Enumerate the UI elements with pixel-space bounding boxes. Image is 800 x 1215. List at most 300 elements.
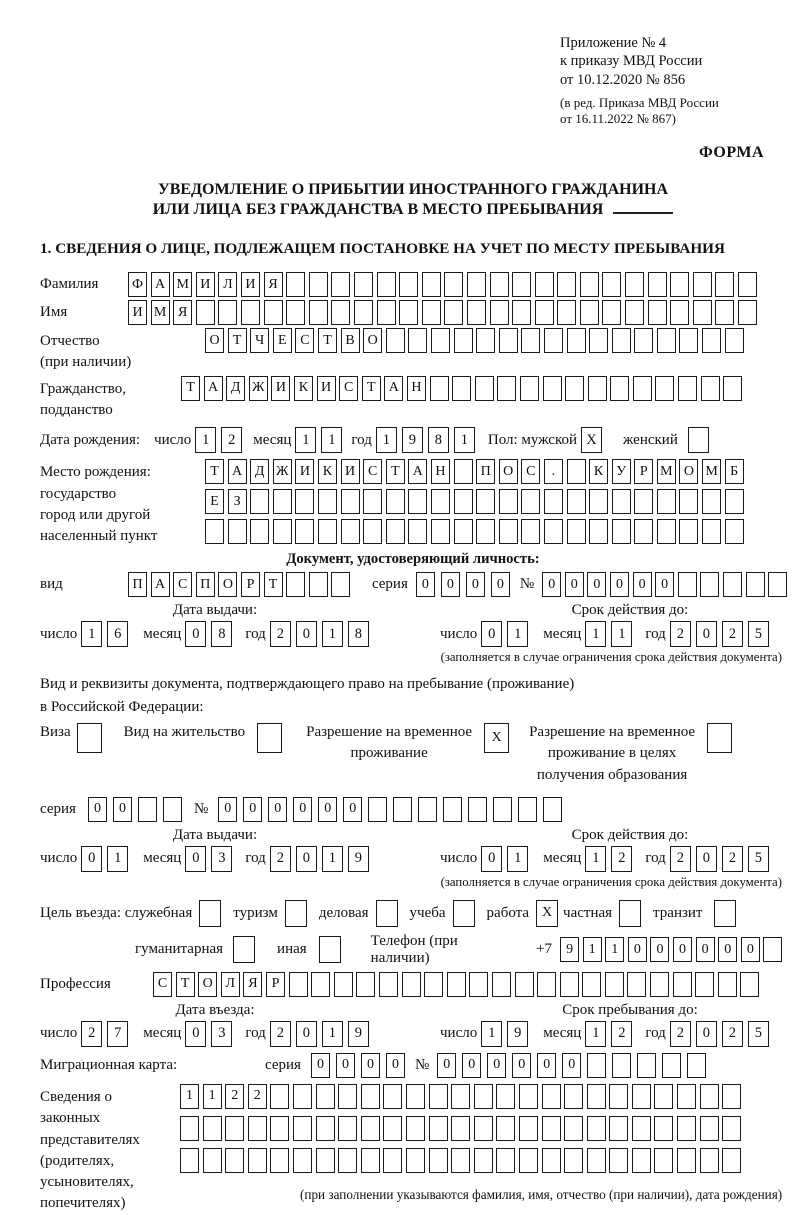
char-cell[interactable]: 0 [696, 937, 715, 962]
char-cell[interactable]: С [173, 572, 192, 597]
char-cell[interactable] [535, 300, 554, 325]
char-cell[interactable] [496, 1148, 515, 1173]
char-cell[interactable]: 7 [107, 1021, 128, 1047]
char-cell[interactable]: 1 [585, 1021, 606, 1047]
char-cell[interactable] [248, 1116, 267, 1141]
char-cell[interactable] [454, 519, 473, 544]
char-cell[interactable]: Т [264, 572, 283, 597]
char-cell[interactable] [612, 1053, 631, 1078]
char-cell[interactable]: К [294, 376, 313, 401]
char-cell[interactable] [715, 300, 734, 325]
char-cell[interactable] [361, 1116, 380, 1141]
char-cell[interactable]: П [196, 572, 215, 597]
char-cell[interactable]: 1 [321, 427, 342, 453]
char-cell[interactable] [650, 972, 669, 997]
char-cell[interactable] [180, 1148, 199, 1173]
char-cell[interactable]: А [408, 459, 427, 484]
char-cell[interactable] [763, 937, 782, 962]
char-cell[interactable] [454, 459, 473, 484]
char-cell[interactable] [138, 797, 157, 822]
char-cell[interactable] [368, 797, 387, 822]
char-cell[interactable] [431, 489, 450, 514]
char-cell[interactable] [677, 1116, 696, 1141]
char-cell[interactable] [338, 1148, 357, 1173]
char-cell[interactable] [318, 489, 337, 514]
char-cell[interactable] [309, 272, 328, 297]
char-cell[interactable] [564, 1116, 583, 1141]
char-cell[interactable] [270, 1116, 289, 1141]
char-cell[interactable]: 1 [180, 1084, 199, 1109]
char-cell[interactable]: 0 [487, 1053, 506, 1078]
char-cell[interactable]: 1 [195, 427, 216, 453]
char-cell[interactable] [580, 300, 599, 325]
char-cell[interactable]: Т [181, 376, 200, 401]
char-cell[interactable] [648, 272, 667, 297]
char-cell[interactable] [679, 489, 698, 514]
char-cell[interactable]: М [151, 300, 170, 325]
char-cell[interactable]: 3 [211, 1021, 232, 1047]
char-cell[interactable] [718, 972, 737, 997]
char-cell[interactable]: С [363, 459, 382, 484]
char-cell[interactable] [544, 489, 563, 514]
char-cell[interactable] [316, 1084, 335, 1109]
char-cell[interactable]: 3 [211, 846, 232, 872]
char-cell[interactable] [673, 972, 692, 997]
char-cell[interactable] [338, 1084, 357, 1109]
char-cell[interactable] [612, 489, 631, 514]
purpose-transit-checkbox[interactable] [714, 900, 736, 927]
char-cell[interactable] [311, 972, 330, 997]
char-cell[interactable] [725, 519, 744, 544]
char-cell[interactable] [309, 300, 328, 325]
char-cell[interactable] [564, 1148, 583, 1173]
char-cell[interactable] [492, 972, 511, 997]
option-temp-residence-education-checkbox[interactable] [707, 723, 732, 753]
purpose-business-checkbox[interactable] [376, 900, 398, 927]
char-cell[interactable]: Л [221, 972, 240, 997]
char-cell[interactable] [634, 519, 653, 544]
char-cell[interactable] [289, 972, 308, 997]
char-cell[interactable] [474, 1148, 493, 1173]
char-cell[interactable] [580, 272, 599, 297]
char-cell[interactable]: Т [362, 376, 381, 401]
char-cell[interactable] [454, 328, 473, 353]
char-cell[interactable] [218, 300, 237, 325]
char-cell[interactable] [341, 519, 360, 544]
char-cell[interactable] [738, 272, 757, 297]
char-cell[interactable] [567, 459, 586, 484]
char-cell[interactable] [662, 1053, 681, 1078]
char-cell[interactable] [700, 1116, 719, 1141]
char-cell[interactable]: Я [173, 300, 192, 325]
char-cell[interactable] [228, 519, 247, 544]
char-cell[interactable] [408, 489, 427, 514]
char-cell[interactable] [476, 328, 495, 353]
char-cell[interactable]: В [341, 328, 360, 353]
char-cell[interactable] [490, 272, 509, 297]
char-cell[interactable]: О [363, 328, 382, 353]
char-cell[interactable] [469, 972, 488, 997]
char-cell[interactable] [567, 519, 586, 544]
char-cell[interactable] [542, 1148, 561, 1173]
char-cell[interactable]: 9 [348, 1021, 369, 1047]
char-cell[interactable] [248, 1148, 267, 1173]
char-cell[interactable] [408, 328, 427, 353]
char-cell[interactable] [203, 1116, 222, 1141]
char-cell[interactable] [205, 519, 224, 544]
char-cell[interactable] [225, 1148, 244, 1173]
char-cell[interactable] [700, 1148, 719, 1173]
char-cell[interactable] [625, 272, 644, 297]
char-cell[interactable]: 0 [386, 1053, 405, 1078]
char-cell[interactable]: О [198, 972, 217, 997]
char-cell[interactable] [443, 797, 462, 822]
char-cell[interactable] [393, 797, 412, 822]
char-cell[interactable]: Л [218, 272, 237, 297]
char-cell[interactable] [589, 328, 608, 353]
char-cell[interactable] [429, 1116, 448, 1141]
char-cell[interactable] [535, 272, 554, 297]
char-cell[interactable]: 0 [296, 1021, 317, 1047]
char-cell[interactable]: 1 [203, 1084, 222, 1109]
char-cell[interactable]: У [612, 459, 631, 484]
char-cell[interactable]: 0 [650, 937, 669, 962]
char-cell[interactable] [331, 272, 350, 297]
char-cell[interactable] [452, 376, 471, 401]
char-cell[interactable]: 1 [585, 846, 606, 872]
char-cell[interactable] [467, 272, 486, 297]
char-cell[interactable]: С [153, 972, 172, 997]
char-cell[interactable] [512, 272, 531, 297]
char-cell[interactable] [609, 1148, 628, 1173]
char-cell[interactable]: 0 [587, 572, 606, 597]
purpose-tourism-checkbox[interactable] [285, 900, 307, 927]
char-cell[interactable] [634, 489, 653, 514]
char-cell[interactable]: 8 [428, 427, 449, 453]
char-cell[interactable] [768, 572, 787, 597]
char-cell[interactable]: Н [431, 459, 450, 484]
char-cell[interactable]: И [341, 459, 360, 484]
char-cell[interactable] [377, 300, 396, 325]
char-cell[interactable]: 2 [270, 1021, 291, 1047]
char-cell[interactable] [444, 300, 463, 325]
char-cell[interactable]: Я [243, 972, 262, 997]
char-cell[interactable] [512, 300, 531, 325]
char-cell[interactable] [331, 300, 350, 325]
char-cell[interactable] [725, 328, 744, 353]
char-cell[interactable]: А [151, 572, 170, 597]
char-cell[interactable]: 0 [441, 572, 460, 597]
char-cell[interactable] [627, 972, 646, 997]
char-cell[interactable]: 2 [722, 1021, 743, 1047]
char-cell[interactable] [634, 328, 653, 353]
char-cell[interactable]: 2 [270, 846, 291, 872]
char-cell[interactable] [746, 572, 765, 597]
char-cell[interactable] [399, 300, 418, 325]
char-cell[interactable]: К [589, 459, 608, 484]
char-cell[interactable]: А [384, 376, 403, 401]
char-cell[interactable]: 0 [88, 797, 107, 822]
char-cell[interactable] [383, 1084, 402, 1109]
char-cell[interactable]: 9 [348, 846, 369, 872]
char-cell[interactable] [679, 519, 698, 544]
char-cell[interactable] [422, 272, 441, 297]
char-cell[interactable]: И [295, 459, 314, 484]
purpose-other-checkbox[interactable] [319, 936, 341, 963]
char-cell[interactable] [537, 972, 556, 997]
char-cell[interactable] [429, 1084, 448, 1109]
char-cell[interactable] [723, 376, 742, 401]
char-cell[interactable] [354, 272, 373, 297]
char-cell[interactable]: 0 [512, 1053, 531, 1078]
char-cell[interactable]: 0 [336, 1053, 355, 1078]
char-cell[interactable] [476, 519, 495, 544]
char-cell[interactable] [309, 572, 328, 597]
char-cell[interactable] [722, 1084, 741, 1109]
char-cell[interactable]: 2 [611, 846, 632, 872]
char-cell[interactable]: 1 [585, 621, 606, 647]
char-cell[interactable]: 1 [454, 427, 475, 453]
char-cell[interactable] [567, 489, 586, 514]
char-cell[interactable]: 0 [437, 1053, 456, 1078]
char-cell[interactable] [180, 1116, 199, 1141]
char-cell[interactable] [406, 1084, 425, 1109]
char-cell[interactable]: 0 [462, 1053, 481, 1078]
char-cell[interactable]: Т [386, 459, 405, 484]
char-cell[interactable]: 1 [481, 1021, 502, 1047]
option-temp-residence-checkbox[interactable]: X [484, 723, 509, 753]
purpose-study-checkbox[interactable] [453, 900, 475, 927]
char-cell[interactable] [582, 972, 601, 997]
char-cell[interactable]: 1 [107, 846, 128, 872]
char-cell[interactable] [408, 519, 427, 544]
char-cell[interactable]: 2 [670, 846, 691, 872]
char-cell[interactable] [544, 519, 563, 544]
char-cell[interactable]: 0 [696, 846, 717, 872]
char-cell[interactable]: Н [407, 376, 426, 401]
char-cell[interactable] [722, 1116, 741, 1141]
char-cell[interactable] [693, 272, 712, 297]
char-cell[interactable]: 0 [185, 621, 206, 647]
char-cell[interactable] [377, 272, 396, 297]
char-cell[interactable] [293, 1084, 312, 1109]
char-cell[interactable] [499, 519, 518, 544]
char-cell[interactable]: 9 [402, 427, 423, 453]
char-cell[interactable] [454, 489, 473, 514]
char-cell[interactable] [670, 300, 689, 325]
char-cell[interactable]: 2 [670, 621, 691, 647]
char-cell[interactable]: Т [176, 972, 195, 997]
char-cell[interactable] [648, 300, 667, 325]
char-cell[interactable]: 0 [318, 797, 337, 822]
char-cell[interactable] [560, 972, 579, 997]
char-cell[interactable]: Р [266, 972, 285, 997]
char-cell[interactable] [632, 1148, 651, 1173]
char-cell[interactable] [316, 1148, 335, 1173]
char-cell[interactable] [519, 1148, 538, 1173]
char-cell[interactable] [341, 489, 360, 514]
char-cell[interactable] [567, 328, 586, 353]
char-cell[interactable] [565, 376, 584, 401]
char-cell[interactable]: А [228, 459, 247, 484]
char-cell[interactable] [474, 1084, 493, 1109]
char-cell[interactable] [543, 797, 562, 822]
char-cell[interactable]: Б [725, 459, 744, 484]
char-cell[interactable]: 0 [243, 797, 262, 822]
char-cell[interactable] [430, 376, 449, 401]
char-cell[interactable]: Т [205, 459, 224, 484]
char-cell[interactable] [354, 300, 373, 325]
char-cell[interactable] [605, 972, 624, 997]
char-cell[interactable]: З [228, 489, 247, 514]
char-cell[interactable] [270, 1084, 289, 1109]
option-visa-checkbox[interactable] [77, 723, 102, 753]
char-cell[interactable]: 0 [537, 1053, 556, 1078]
char-cell[interactable] [451, 1084, 470, 1109]
char-cell[interactable]: 0 [293, 797, 312, 822]
char-cell[interactable]: 0 [565, 572, 584, 597]
char-cell[interactable] [723, 572, 742, 597]
char-cell[interactable]: Е [273, 328, 292, 353]
char-cell[interactable]: 0 [481, 846, 502, 872]
char-cell[interactable]: 0 [718, 937, 737, 962]
char-cell[interactable] [693, 300, 712, 325]
char-cell[interactable]: 0 [416, 572, 435, 597]
char-cell[interactable]: 9 [507, 1021, 528, 1047]
char-cell[interactable] [610, 376, 629, 401]
char-cell[interactable]: 2 [225, 1084, 244, 1109]
char-cell[interactable] [632, 1084, 651, 1109]
char-cell[interactable]: 0 [542, 572, 561, 597]
char-cell[interactable] [702, 519, 721, 544]
char-cell[interactable]: Е [205, 489, 224, 514]
char-cell[interactable] [740, 972, 759, 997]
char-cell[interactable] [609, 1116, 628, 1141]
char-cell[interactable] [702, 328, 721, 353]
char-cell[interactable] [701, 376, 720, 401]
char-cell[interactable]: 0 [343, 797, 362, 822]
char-cell[interactable] [587, 1116, 606, 1141]
char-cell[interactable] [475, 376, 494, 401]
char-cell[interactable]: 0 [185, 1021, 206, 1047]
char-cell[interactable] [700, 572, 719, 597]
char-cell[interactable]: 2 [670, 1021, 691, 1047]
char-cell[interactable] [379, 972, 398, 997]
char-cell[interactable] [515, 972, 534, 997]
char-cell[interactable]: 2 [722, 621, 743, 647]
char-cell[interactable]: 0 [361, 1053, 380, 1078]
char-cell[interactable] [499, 489, 518, 514]
char-cell[interactable] [293, 1116, 312, 1141]
char-cell[interactable] [406, 1148, 425, 1173]
char-cell[interactable]: М [173, 272, 192, 297]
char-cell[interactable]: Д [250, 459, 269, 484]
char-cell[interactable]: 1 [507, 621, 528, 647]
char-cell[interactable]: 0 [673, 937, 692, 962]
char-cell[interactable]: 0 [218, 797, 237, 822]
char-cell[interactable]: 1 [322, 846, 343, 872]
char-cell[interactable] [557, 272, 576, 297]
purpose-private-checkbox[interactable] [619, 900, 641, 927]
char-cell[interactable] [295, 489, 314, 514]
char-cell[interactable]: 1 [507, 846, 528, 872]
char-cell[interactable]: П [128, 572, 147, 597]
char-cell[interactable]: 9 [560, 937, 579, 962]
char-cell[interactable]: И [271, 376, 290, 401]
char-cell[interactable]: М [657, 459, 676, 484]
char-cell[interactable] [383, 1116, 402, 1141]
char-cell[interactable] [286, 572, 305, 597]
char-cell[interactable] [286, 272, 305, 297]
char-cell[interactable] [521, 328, 540, 353]
char-cell[interactable] [700, 1084, 719, 1109]
char-cell[interactable] [447, 972, 466, 997]
char-cell[interactable]: 0 [296, 621, 317, 647]
char-cell[interactable] [557, 300, 576, 325]
char-cell[interactable]: 2 [722, 846, 743, 872]
char-cell[interactable] [637, 1053, 656, 1078]
char-cell[interactable] [241, 300, 260, 325]
char-cell[interactable]: К [318, 459, 337, 484]
char-cell[interactable] [544, 328, 563, 353]
char-cell[interactable] [519, 1084, 538, 1109]
char-cell[interactable] [334, 972, 353, 997]
char-cell[interactable]: Ч [250, 328, 269, 353]
char-cell[interactable] [468, 797, 487, 822]
char-cell[interactable] [542, 1084, 561, 1109]
char-cell[interactable] [521, 489, 540, 514]
char-cell[interactable]: С [339, 376, 358, 401]
char-cell[interactable]: А [204, 376, 223, 401]
char-cell[interactable] [474, 1116, 493, 1141]
char-cell[interactable] [602, 300, 621, 325]
char-cell[interactable] [543, 376, 562, 401]
char-cell[interactable]: 0 [311, 1053, 330, 1078]
char-cell[interactable]: 0 [481, 621, 502, 647]
char-cell[interactable]: 1 [611, 621, 632, 647]
char-cell[interactable]: О [218, 572, 237, 597]
char-cell[interactable]: 2 [270, 621, 291, 647]
char-cell[interactable] [738, 300, 757, 325]
char-cell[interactable]: 0 [296, 846, 317, 872]
char-cell[interactable]: П [476, 459, 495, 484]
char-cell[interactable]: 1 [583, 937, 602, 962]
char-cell[interactable]: С [521, 459, 540, 484]
char-cell[interactable]: О [679, 459, 698, 484]
char-cell[interactable]: А [151, 272, 170, 297]
char-cell[interactable]: И [241, 272, 260, 297]
option-residence-permit-checkbox[interactable] [257, 723, 282, 753]
char-cell[interactable]: 1 [322, 621, 343, 647]
char-cell[interactable] [451, 1148, 470, 1173]
char-cell[interactable] [467, 300, 486, 325]
sex-male-checkbox[interactable]: X [581, 427, 602, 453]
char-cell[interactable] [679, 328, 698, 353]
char-cell[interactable] [587, 1084, 606, 1109]
char-cell[interactable] [444, 272, 463, 297]
char-cell[interactable] [451, 1116, 470, 1141]
char-cell[interactable] [361, 1148, 380, 1173]
char-cell[interactable] [564, 1084, 583, 1109]
purpose-work-checkbox[interactable]: X [536, 900, 558, 927]
char-cell[interactable]: С [295, 328, 314, 353]
char-cell[interactable] [196, 300, 215, 325]
char-cell[interactable] [490, 300, 509, 325]
char-cell[interactable]: Р [634, 459, 653, 484]
char-cell[interactable] [431, 328, 450, 353]
char-cell[interactable] [657, 519, 676, 544]
char-cell[interactable] [678, 572, 697, 597]
